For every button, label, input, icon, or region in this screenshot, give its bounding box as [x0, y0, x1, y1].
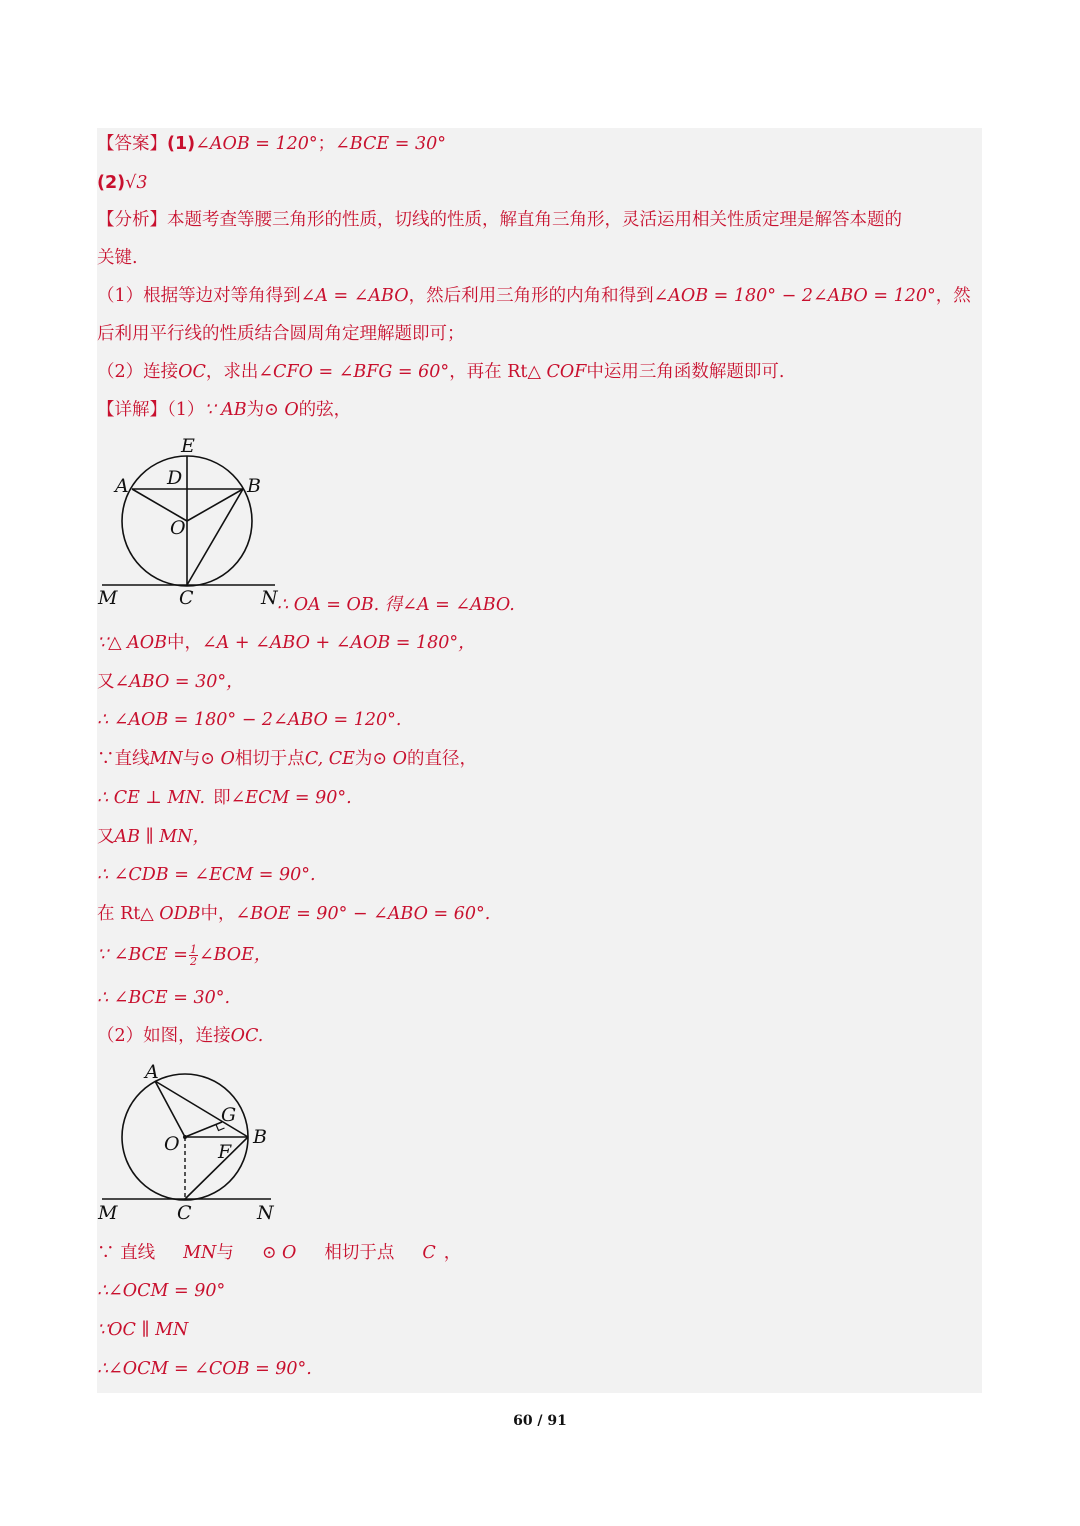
analysis-step2-line: [97, 361, 784, 383]
detail-l9-b: ∠BOE，: [198, 945, 272, 965]
detail-q1-d: ⊙ O: [261, 1243, 297, 1263]
detail-l4-a: ∵直线: [97, 749, 150, 769]
detail-because-ab: ∵ AB: [204, 400, 247, 420]
detail-l4-h: ⊙ O: [372, 749, 407, 769]
detail-q2: ∴∠OCM = 90°: [97, 1281, 226, 1301]
detail-l1-pre: ∵△ AOB: [97, 633, 167, 653]
analysis-step2-mid1: ，求出: [205, 362, 259, 382]
fig2-label-a: A: [145, 1061, 159, 1083]
analysis-step2-end: 中运用三角函数解题即可.: [586, 362, 785, 382]
detail-line-1: [97, 632, 476, 654]
detail-l7: ∴ ∠CDB = ∠ECM = 90°.: [97, 865, 316, 885]
fig1-label-a: A: [115, 475, 129, 497]
fig2-label-f: F: [218, 1141, 232, 1163]
detail-l4-b: MN: [149, 749, 183, 769]
detail-bracket: 【详解】: [97, 400, 167, 420]
detail-line-8: [97, 903, 490, 925]
detail-line-10: [97, 987, 230, 1009]
fig1-segment-bo: [187, 489, 243, 521]
fig2-segment-bc: [185, 1137, 248, 1199]
detail-q3-line: [97, 1319, 188, 1341]
detail-line-2: [97, 671, 244, 693]
detail-q3: ∵OC ∥ MN: [97, 1320, 189, 1340]
detail-l5-c: ∠ECM = 90°.: [230, 788, 352, 808]
fig1-label-d: D: [167, 467, 183, 489]
detail-l2-expr: ∠ABO = 30°，: [114, 672, 244, 692]
detail-line-oa-ob: [277, 594, 515, 616]
fig1-label-e: E: [181, 435, 195, 457]
detail-l1-mid: 中，: [167, 633, 202, 653]
detail-l6-b: AB ∥ MN，: [114, 827, 210, 847]
detail-line-9: [97, 944, 271, 967]
analysis-step1-text2: 后利用平行线的性质结合圆周角定理解题即可；: [97, 324, 465, 344]
fig2-label-c: C: [177, 1202, 192, 1224]
detail-l4-d: ⊙ O: [200, 749, 235, 769]
analysis-text-1: 本题考查等腰三角形的性质，切线的性质，解直角三角形，灵活运用相关性质定理是解答本题的: [167, 210, 902, 230]
detail-q1-f: C: [422, 1243, 436, 1263]
detail-q1-a: ∵ 直线: [97, 1243, 156, 1263]
detail-q1-c: 与: [216, 1243, 234, 1263]
analysis-step2-mid2: ，再在 Rt: [449, 362, 528, 382]
analysis-step2-expr: ∠CFO = ∠BFG = 60°: [258, 362, 450, 382]
analysis-line-2: [97, 247, 138, 269]
detail-l4-g: 为: [354, 749, 373, 769]
fig2-segment-og: [185, 1122, 222, 1137]
detail-line-5: [97, 787, 352, 809]
fig2-center-dot: [183, 1135, 187, 1139]
detail-line-3: [97, 709, 401, 731]
fig1-label-o: O: [170, 517, 186, 539]
fig2-label-o: O: [164, 1133, 180, 1155]
analysis-step1-expr2: ∠AOB = 180° − 2∠ABO = 120°: [653, 286, 936, 306]
detail-l3: ∴ ∠AOB = 180° − 2∠ABO = 120°.: [97, 710, 402, 730]
answer-line: [97, 133, 446, 155]
detail-line-4: [97, 748, 477, 770]
detail-q1-e: 相切于点: [324, 1243, 395, 1263]
detail-part1-head: （1）: [167, 400, 205, 420]
detail-l4-i: 的直径，: [406, 749, 477, 769]
analysis-step2-prefix: （2）连接: [97, 362, 179, 382]
detail-q4-line: [97, 1358, 312, 1380]
fraction-denominator: 2: [189, 955, 197, 968]
detail-head-line: [97, 399, 351, 421]
page-number: 60 / 91: [513, 1413, 567, 1429]
analysis-step1-expr1: ∠A = ∠ABO: [300, 286, 409, 306]
answer-part1-label: (1): [167, 134, 196, 154]
fig1-segment-bc: [187, 489, 243, 585]
detail-l8-d: ∠BOE = 90° − ∠ABO = 60°.: [235, 904, 491, 924]
fig2-label-b: B: [253, 1126, 267, 1148]
detail-l4-f: C, CE: [304, 749, 355, 769]
detail-p2-oc: OC.: [230, 1026, 264, 1046]
detail-l9-fraction: [189, 944, 198, 967]
detail-l8-b: △ ODB: [140, 904, 201, 924]
detail-l5-b: 即: [213, 788, 231, 808]
answer-expr-bce: ∠BCE = 30°: [335, 134, 446, 154]
figure-2-geometry: [95, 1060, 285, 1228]
analysis-step1-end: ，然: [935, 286, 971, 306]
detail-chord: 的弦，: [298, 400, 352, 420]
detail-q1-b: MN: [183, 1243, 217, 1263]
detail-l1-expr: ∠A + ∠ABO + ∠AOB = 180°，: [202, 633, 476, 653]
answer-sqrt3: √3: [125, 173, 148, 193]
detail-l6-a: 又: [97, 827, 115, 847]
answer-line-2: [97, 172, 147, 194]
detail-l4-c: 与: [182, 749, 201, 769]
analysis-bracket: 【分析】: [97, 210, 167, 230]
fig2-label-n: N: [257, 1202, 274, 1224]
answer-expr-aob: ∠AOB = 120°: [195, 134, 318, 154]
detail-q2-line: [97, 1280, 225, 1302]
detail-l10: ∴ ∠BCE = 30°.: [97, 988, 231, 1008]
analysis-step1-mid: ，然后利用三角形的内角和得到: [408, 286, 654, 306]
analysis-step1-prefix: （1）根据等边对等角得到: [97, 286, 301, 306]
detail-q1-g: ，: [443, 1243, 462, 1263]
detail-l2-pre: 又: [97, 672, 115, 692]
detail-l9-a: ∵ ∠BCE =: [97, 945, 188, 965]
detail-l8-c: 中，: [200, 904, 236, 924]
detail-l4-e: 相切于点: [234, 749, 305, 769]
analysis-step1-line-2: [97, 323, 465, 345]
detail-p2-head: （2）如图，连接: [97, 1026, 231, 1046]
figure-1-geometry: [95, 432, 290, 612]
detail-line-6: [97, 826, 210, 848]
analysis-step2-oc: OC: [178, 362, 206, 382]
fig2-label-g: G: [221, 1104, 237, 1126]
detail-q4: ∴∠OCM = ∠COB = 90°.: [97, 1359, 312, 1379]
analysis-step2-triangle: △ COF: [527, 362, 587, 382]
detail-l5-a: ∴ CE ⊥ MN.: [97, 788, 206, 808]
fig1-label-n: N: [261, 587, 278, 609]
answer-part2-label: (2): [97, 173, 126, 193]
answer-bracket: 【答案】: [97, 134, 167, 154]
fraction-numerator: 1: [189, 943, 197, 956]
analysis-step1-line-1: [97, 285, 971, 307]
answer-sep: ；: [317, 134, 336, 154]
detail-circle-o: ⊙ O: [264, 400, 299, 420]
detail-l8-a: 在 Rt: [97, 904, 141, 924]
analysis-line-1: [97, 209, 902, 231]
detail-oa-eq-ob: ∴ OA = OB. 得∠A = ∠ABO.: [277, 595, 515, 615]
detail-line-7: [97, 864, 316, 886]
detail-part2-head: [97, 1025, 263, 1047]
fig1-label-b: B: [247, 475, 261, 497]
analysis-text-2: 关键.: [97, 248, 138, 268]
detail-is: 为: [246, 400, 265, 420]
detail-q1-line: [97, 1242, 461, 1264]
fig1-label-c: C: [179, 587, 194, 609]
fig2-label-m: M: [98, 1202, 118, 1224]
fig1-label-m: M: [98, 587, 118, 609]
